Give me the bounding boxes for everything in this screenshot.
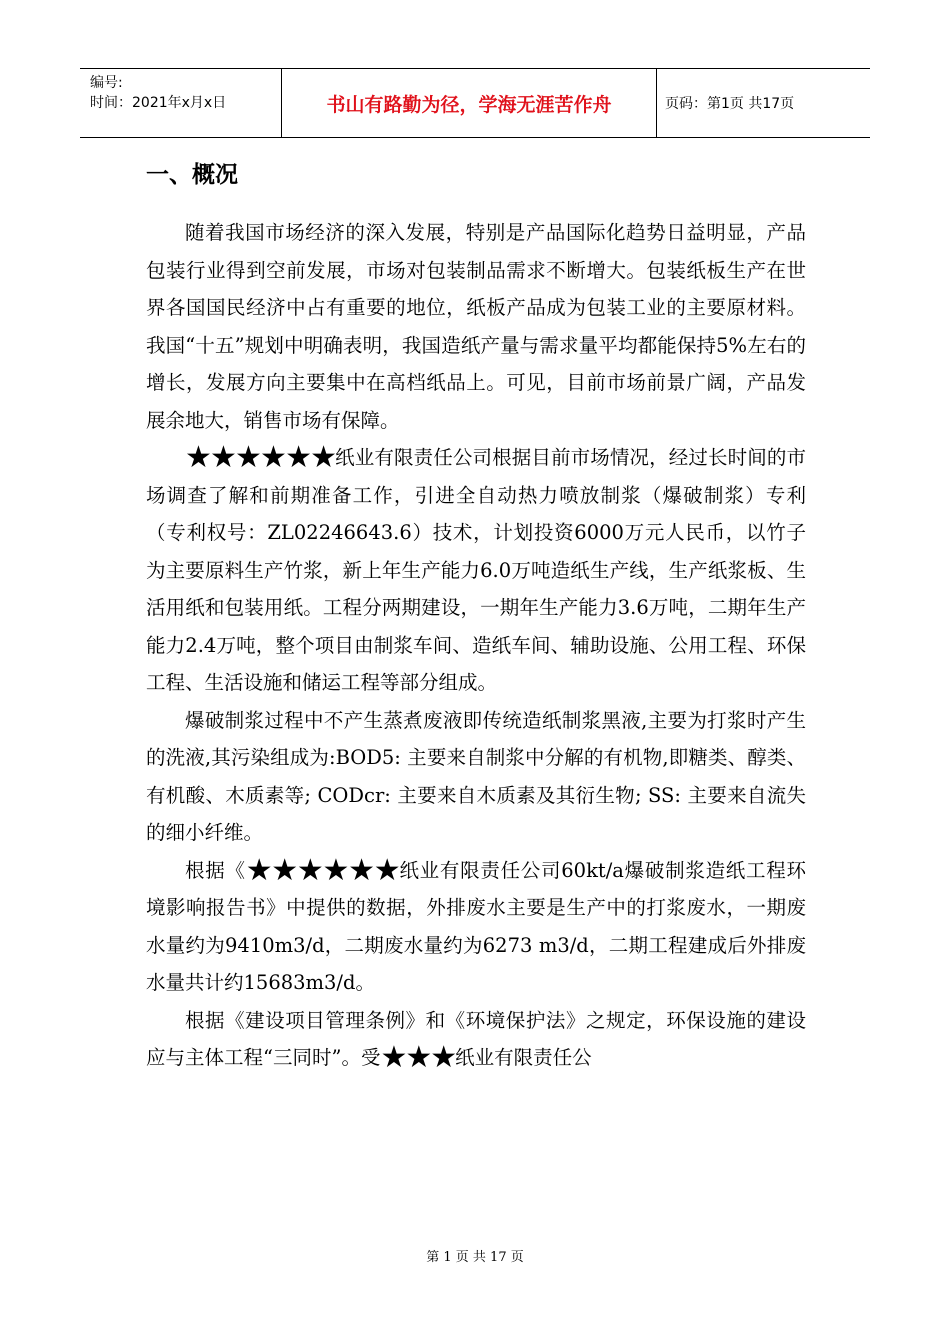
redacted-company-stars: ★★★	[380, 1040, 456, 1075]
paragraph-text: 根据《	[185, 858, 246, 882]
paragraph-wastewater	[146, 852, 806, 1002]
paragraph-company-project	[146, 439, 806, 702]
redacted-company-stars: ★★★★★★	[185, 440, 336, 475]
paragraph-regulation	[146, 1002, 806, 1077]
paragraph-text: 纸业有限责任公	[455, 1046, 592, 1069]
paragraph-text: 根据《建设项目管理条例》和《环境保护法》之规定，环保设施的建设应与主体工程“三同时”。受	[146, 1008, 806, 1069]
redacted-company-stars: ★★★★★★	[245, 852, 400, 888]
page-header	[80, 68, 870, 138]
paragraph-pollution: 爆破制浆过程中不产生蒸煮废液即传统造纸制浆黑液,主要为打浆时产生的洗液,其污染组成为:BOD5: 主要来自制浆中分解的有机物,即糖类、醇类、有机酸、木质素等; CODcr: 主要来自木质素及其衍生物; SS: 主要来自流失的细小纤维。	[146, 708, 806, 844]
section-title: 一、概况	[146, 162, 238, 188]
document-number-label: 编号:	[90, 75, 123, 91]
page-footer: 第 1 页 共 17 页	[426, 1250, 524, 1265]
document-body	[146, 214, 806, 1077]
header-motto: 书山有路勤为径，学海无涯苦作舟	[282, 69, 657, 137]
header-page-info: 页码：第1页 共17页	[665, 96, 795, 112]
paragraph-market-overview: 随着我国市场经济的深入发展，特别是产品国际化趋势日益明显，产品包装行业得到空前发展，市场对包装制品需求不断增大。包装纸板生产在世界各国国民经济中占有重要的地位，纸板产品成为包装工业的主要原材料。我国“十五”规划中明确表明，我国造纸产量与需求量平均都能保持5%左右的增长，发展方向主要集中在高档纸品上。可见，目前市场前景广阔，产品发展余地大，销售市场有保障。	[146, 221, 806, 432]
paragraph-text: 纸业有限责任公司根据目前市场情况，经过长时间的市场调查了解和前期准备工作，引进全自动热力喷放制浆（爆破制浆）专利（专利权号：ZL02246643.6）技术，计划投资6000万元人民币，以竹子为主要原料生产竹浆，新上年生产能力6.0万吨造纸生产线，生产纸浆板、生活用纸和包装用纸。工程分两期建设，一期年生产能力3.6万吨，二期年生产能力2.4万吨，整个项目由制浆车间、造纸车间、辅助设施、公用工程、环保工程、生活设施和储运工程等部分组成。	[146, 446, 806, 694]
header-meta	[80, 69, 282, 137]
document-time-label: 时间：2021年x月x日	[90, 95, 227, 111]
paragraph-text: 纸业有限责任公司60kt/a爆破制浆造纸工程环境影响报告书》中提供的数据，外排废水主要是生产中的打浆废水，一期废水量约为9410m3/d，二期废水量约为6273 m3/d，二期工程建成后外排废水量共计约15683m3/d。	[146, 858, 806, 994]
